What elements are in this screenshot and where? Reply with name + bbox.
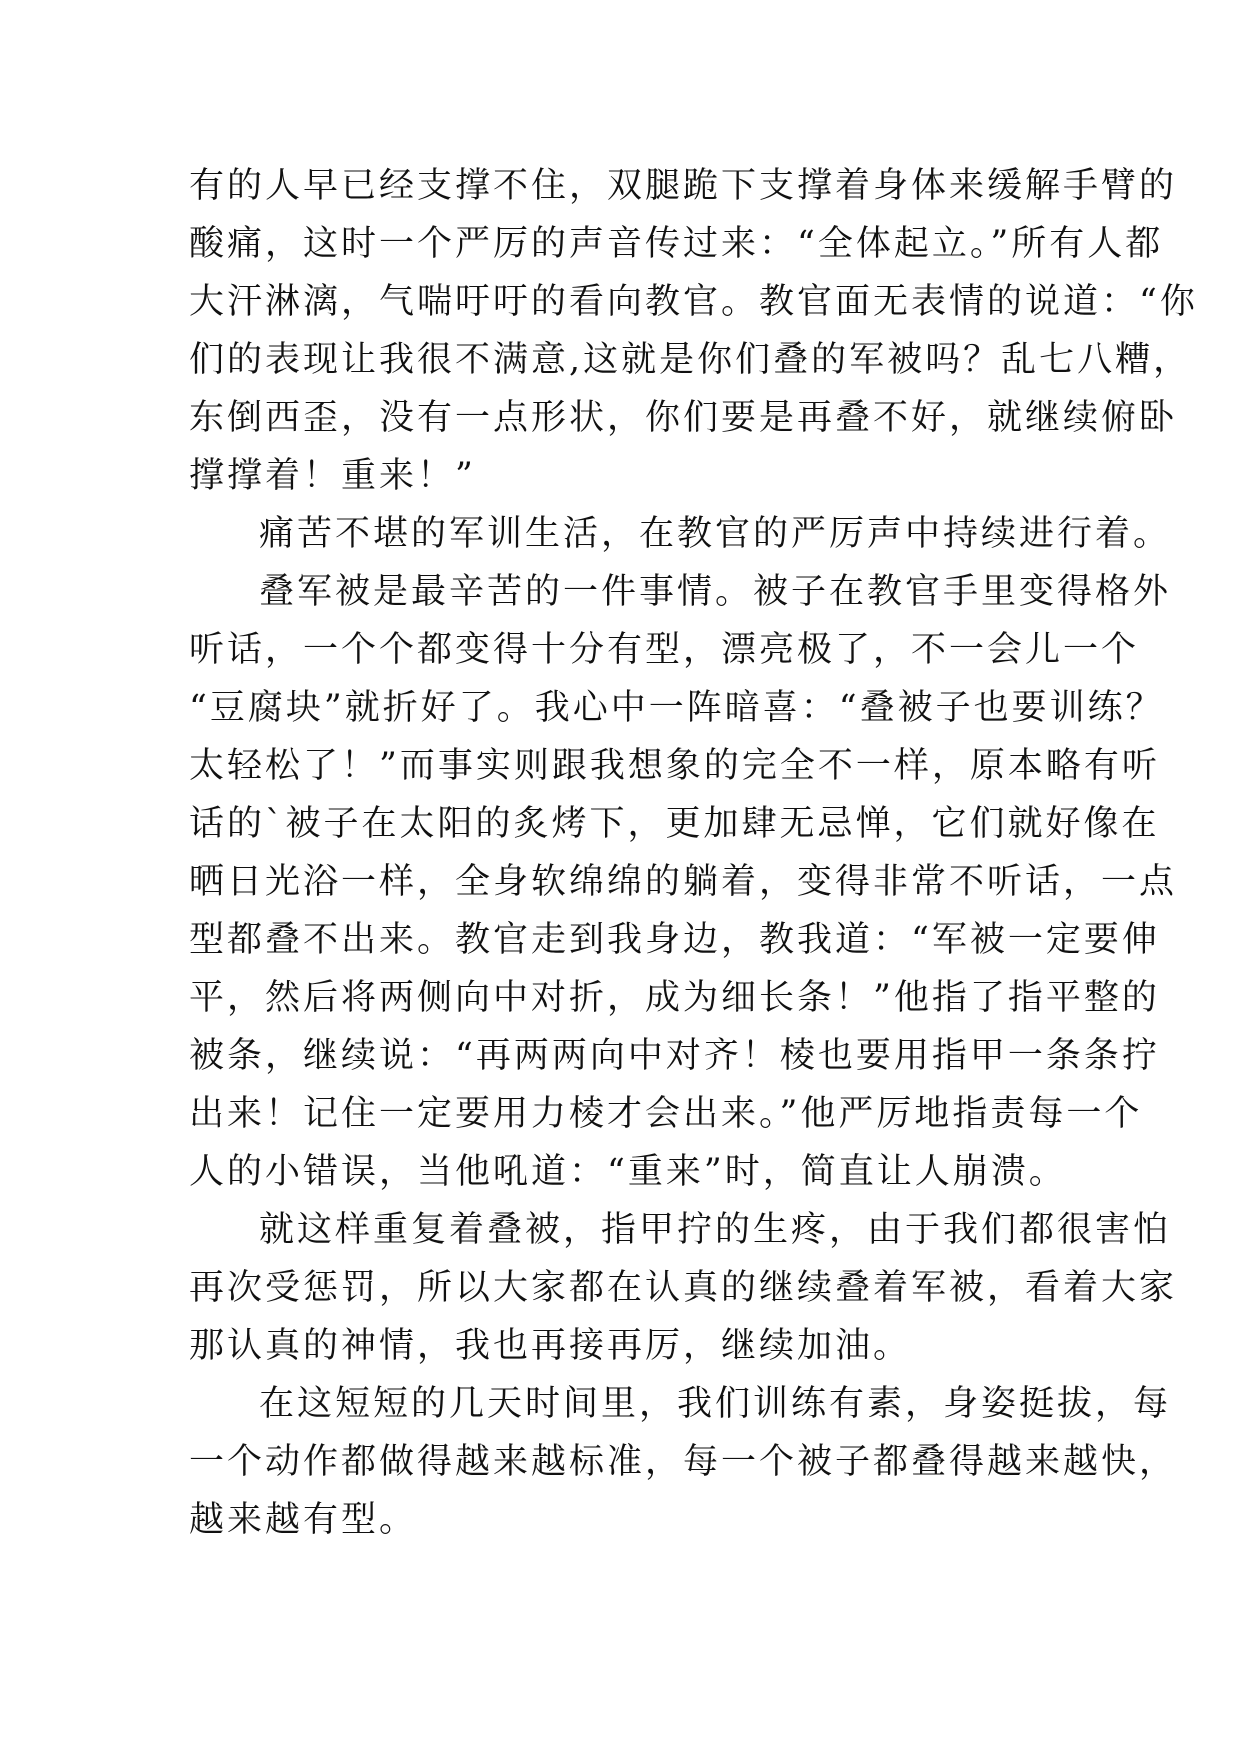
text-line: 出来！记住一定要用力棱才会出来。”他严厉地指责每一个: [189, 1094, 1143, 1134]
text-line: 有的人早已经支撑不住，双腿跪下支撑着身体来缓解手臂的: [189, 166, 1178, 206]
text-line: 撑撑着！重来！”: [189, 456, 476, 496]
text-line: 们的表现让我很不满意,这就是你们叠的军被吗？乱七八糟，: [189, 340, 1192, 380]
text-line: 那认真的神情，我也再接再厉，继续加油。: [189, 1326, 912, 1366]
paragraph-start-line: 痛苦不堪的军训生活，在教官的严厉声中持续进行着。: [259, 514, 1172, 554]
text-line: 再次受惩罚，所以大家都在认真的继续叠着军被，看着大家: [189, 1268, 1178, 1308]
text-line: 听话，一个个都变得十分有型，漂亮极了，不一会儿一个: [189, 630, 1140, 670]
text-line: 话的`被子在太阳的炙烤下，更加肆无忌惮，它们就好像在: [189, 804, 1160, 844]
text-line: “豆腐块”就折好了。我心中一阵暗喜：“叠被子也要训练？: [189, 688, 1164, 728]
paragraph-start-line: 叠军被是最辛苦的一件事情。被子在教官手里变得格外: [259, 572, 1172, 612]
paragraph-start-line: 就这样重复着叠被，指甲拧的生疼，由于我们都很害怕: [259, 1210, 1172, 1250]
text-line: 晒日光浴一样，全身软绵绵的躺着，变得非常不听话，一点: [189, 862, 1178, 902]
paragraph-start-line: 在这短短的几天时间里，我们训练有素，身姿挺拔，每: [259, 1384, 1172, 1424]
text-line: 太轻松了！”而事实则跟我想象的完全不一样，原本略有听: [189, 746, 1160, 786]
text-line: 型都叠不出来。教官走到我身边，教我道：“军被一定要伸: [189, 920, 1160, 960]
text-line: 平，然后将两侧向中对折，成为细长条！”他指了指平整的: [189, 978, 1160, 1018]
text-line: 人的小错误，当他吼道：“重来”时，简直让人崩溃。: [189, 1152, 1067, 1192]
text-line: 越来越有型。: [189, 1500, 418, 1540]
text-line: 一个动作都做得越来越标准，每一个被子都叠得越来越快，: [189, 1442, 1178, 1482]
text-line: 东倒西歪，没有一点形状，你们要是再叠不好，就继续俯卧: [189, 398, 1178, 438]
text-line: 酸痛，这时一个严厉的声音传过来：“全体起立。”所有人都: [189, 224, 1164, 264]
text-line: 被条，继续说：“再两两向中对齐！棱也要用指甲一条条拧: [189, 1036, 1160, 1076]
text-line: 大汗淋漓，气喘吁吁的看向教官。教官面无表情的说道：“你: [189, 282, 1198, 322]
document-body: [189, 157, 1198, 1549]
